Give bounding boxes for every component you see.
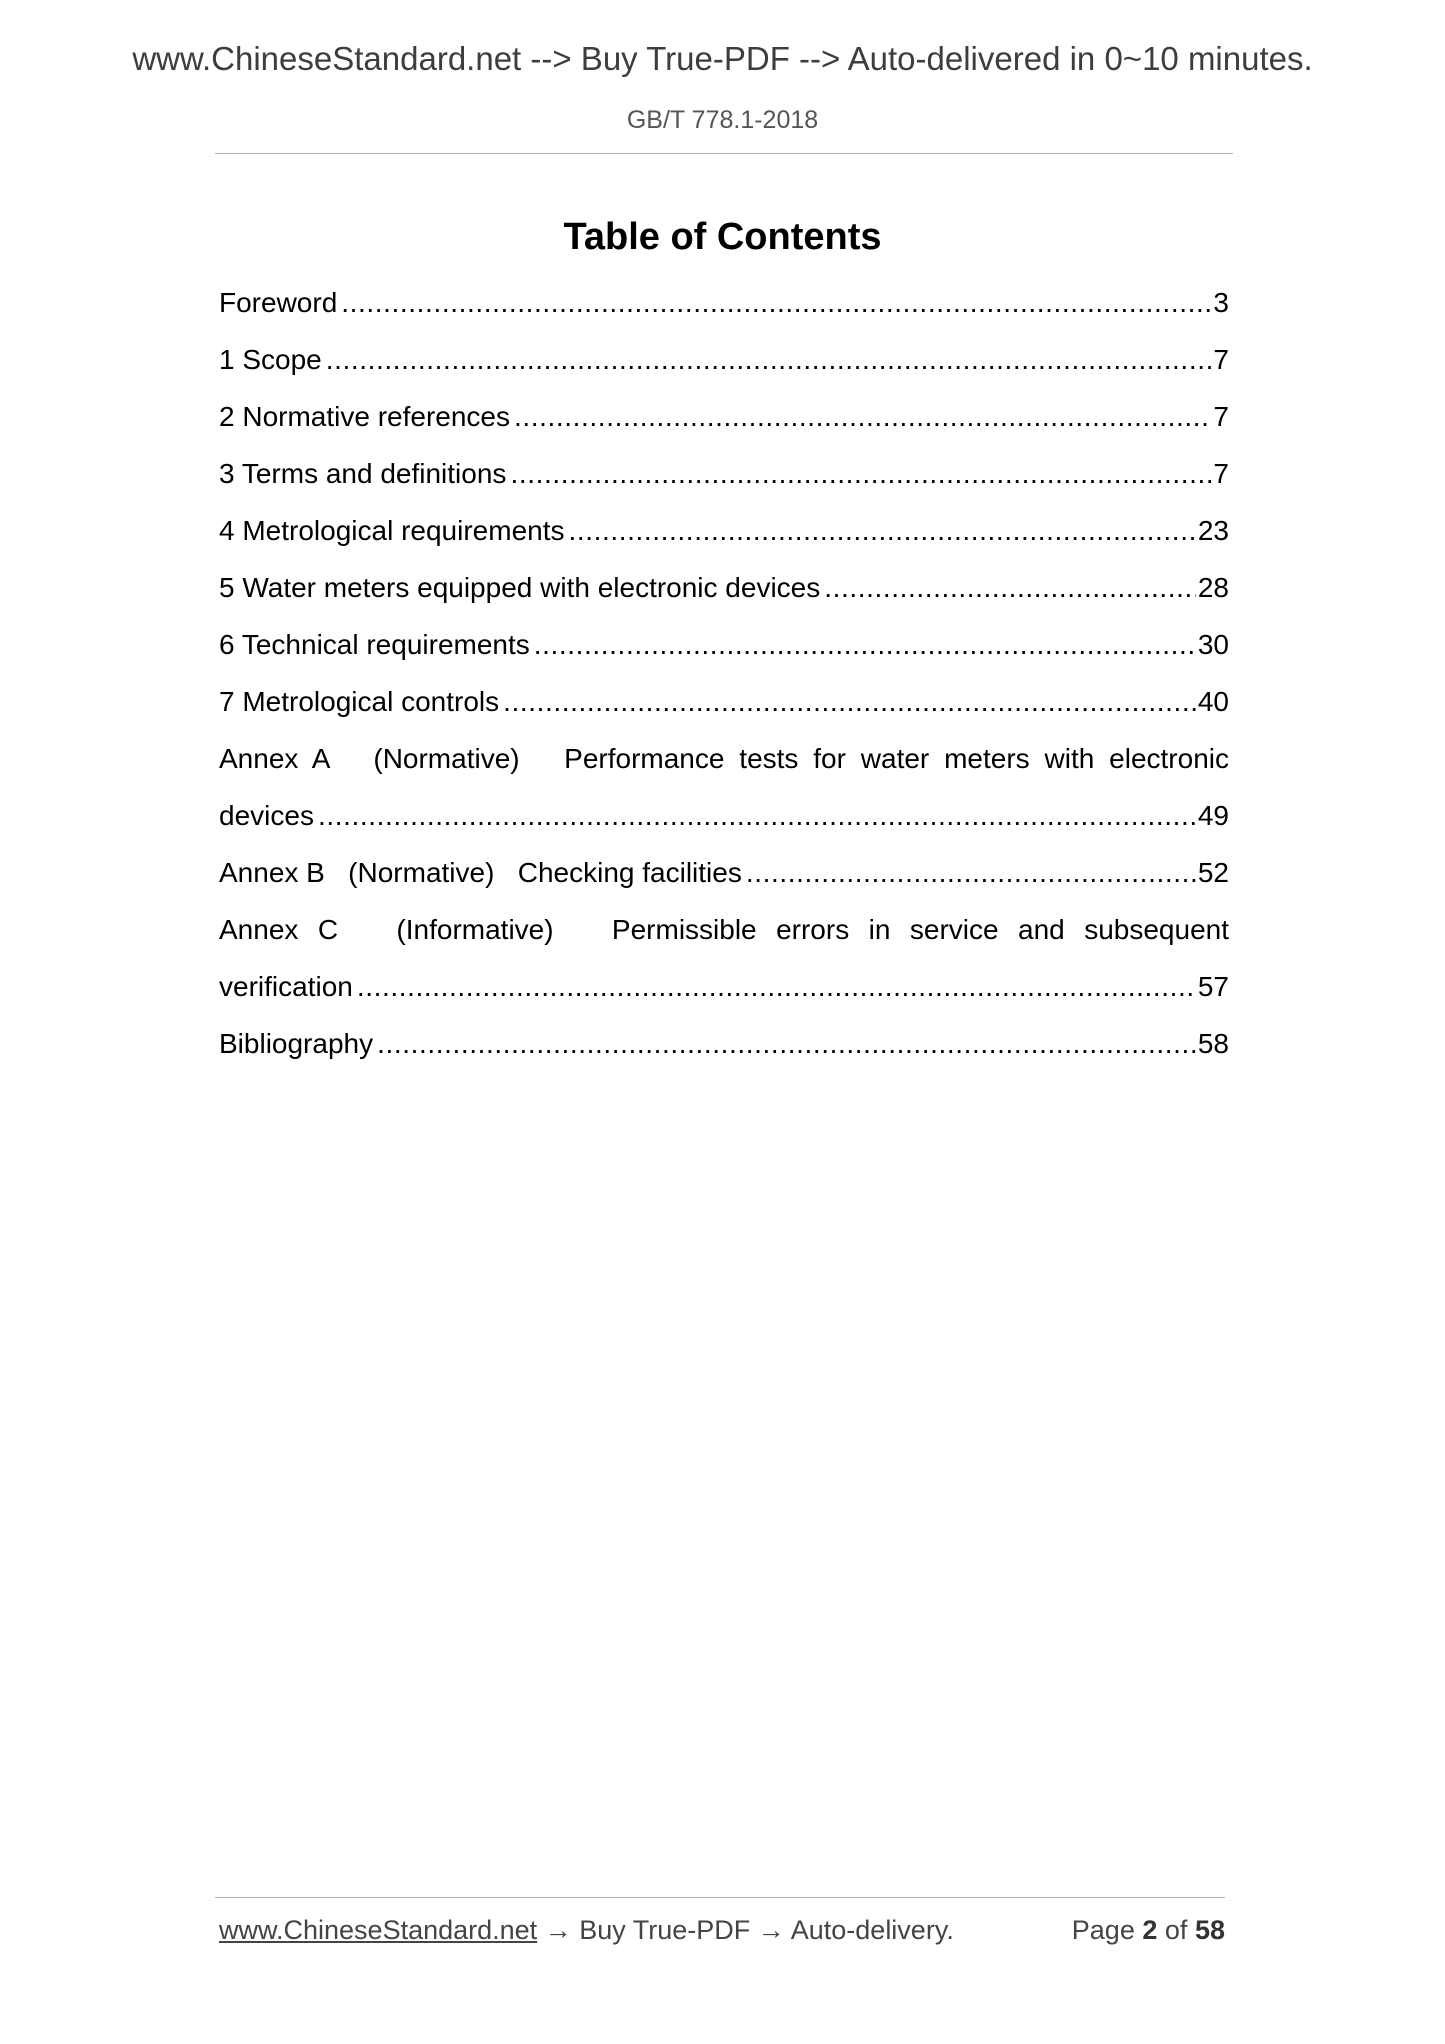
toc-entry-page: 28 <box>1197 572 1229 603</box>
top-banner: www.ChineseStandard.net --> Buy True-PDF --> Auto-delivered in 0~10 minutes. <box>132 40 1313 77</box>
toc-entry-label: 6 Technical requirements <box>219 629 530 660</box>
footer-tagline: → Buy True-PDF → Auto-delivery. <box>537 1915 954 1945</box>
toc-entry-page: 52 <box>1197 857 1229 888</box>
toc-entry-label: Bibliography <box>219 1028 374 1059</box>
toc-entry-label: 5 Water meters equipped with electronic devices <box>219 572 821 603</box>
page-title: Table of Contents <box>563 216 882 258</box>
total-pages: 58 <box>1194 1915 1225 1945</box>
toc-entry-electronic-devices[interactable] <box>219 568 1229 625</box>
toc-entry-page: 49 <box>1197 800 1229 831</box>
toc-entry-technical-requirements[interactable] <box>219 625 1229 682</box>
toc-entry-label: verification <box>219 971 353 1002</box>
toc-entry-bibliography[interactable] <box>219 1024 1229 1081</box>
page-indicator <box>1072 1915 1225 1946</box>
dot-leader <box>326 340 1212 380</box>
toc-entry-label: 2 Normative references <box>219 401 511 432</box>
dot-leader <box>341 283 1211 323</box>
of-word: of <box>1164 1915 1188 1945</box>
dot-leader <box>514 397 1211 437</box>
toc-entry-annex-a[interactable] <box>219 796 1229 853</box>
toc-entry-page: 7 <box>1213 458 1229 489</box>
toc-entry-page: 40 <box>1197 686 1229 717</box>
toc-entry-annex-b[interactable] <box>219 853 1229 910</box>
toc-entry-label: 7 Metrological controls <box>219 686 500 717</box>
dot-leader <box>510 454 1211 494</box>
toc-entry-annex-c-line1[interactable]: Annex C (Informative) Permissible errors in service and subsequent <box>219 914 1229 945</box>
toc-entry-page: 7 <box>1213 344 1229 375</box>
toc-entry-page: 58 <box>1197 1028 1229 1059</box>
page-word: Page <box>1071 1915 1135 1945</box>
toc-entry-label: 4 Metrological requirements <box>219 515 565 546</box>
dot-leader <box>746 853 1196 893</box>
toc-entry-terms-definitions[interactable] <box>219 454 1229 511</box>
toc-entry-page: 3 <box>1213 287 1229 318</box>
toc-entry-annex-a-line1[interactable]: Annex A (Normative) Performance tests for water meters with electronic <box>219 743 1229 774</box>
toc-entry-label: 3 Terms and definitions <box>219 458 507 489</box>
toc-entry-metrological-controls[interactable] <box>219 682 1229 739</box>
toc-entry-metrological-requirements[interactable] <box>219 511 1229 568</box>
dot-leader <box>569 511 1196 551</box>
toc-entry-page: 57 <box>1197 971 1229 1002</box>
toc-entry-normative-references[interactable] <box>219 397 1229 454</box>
toc-entry-label: Foreword <box>219 287 338 318</box>
toc-entry-foreword[interactable] <box>219 283 1229 340</box>
dot-leader <box>357 967 1196 1007</box>
footer-site-link[interactable]: www.ChineseStandard.net <box>219 1915 538 1945</box>
toc-entry-annex-c[interactable] <box>219 967 1229 1024</box>
page-footer <box>219 1915 1225 1946</box>
toc-entry-scope[interactable] <box>219 340 1229 397</box>
header-divider <box>215 153 1233 154</box>
dot-leader <box>318 796 1196 836</box>
current-page-number: 2 <box>1142 1915 1158 1945</box>
dot-leader <box>503 682 1196 722</box>
dot-leader <box>824 568 1196 608</box>
toc-entry-page: 7 <box>1213 401 1229 432</box>
toc-entry-label: devices <box>219 800 314 831</box>
footer-left <box>219 1915 954 1946</box>
table-of-contents <box>219 283 1229 1081</box>
document-id: GB/T 778.1-2018 <box>626 106 819 134</box>
dot-leader <box>534 625 1196 665</box>
toc-entry-label: 1 Scope <box>219 344 322 375</box>
toc-entry-label: Annex B (Normative) Checking facilities <box>219 857 742 888</box>
toc-entry-page: 23 <box>1197 515 1229 546</box>
toc-entry-page: 30 <box>1197 629 1229 660</box>
footer-divider <box>215 1897 1225 1898</box>
dot-leader <box>377 1024 1196 1064</box>
